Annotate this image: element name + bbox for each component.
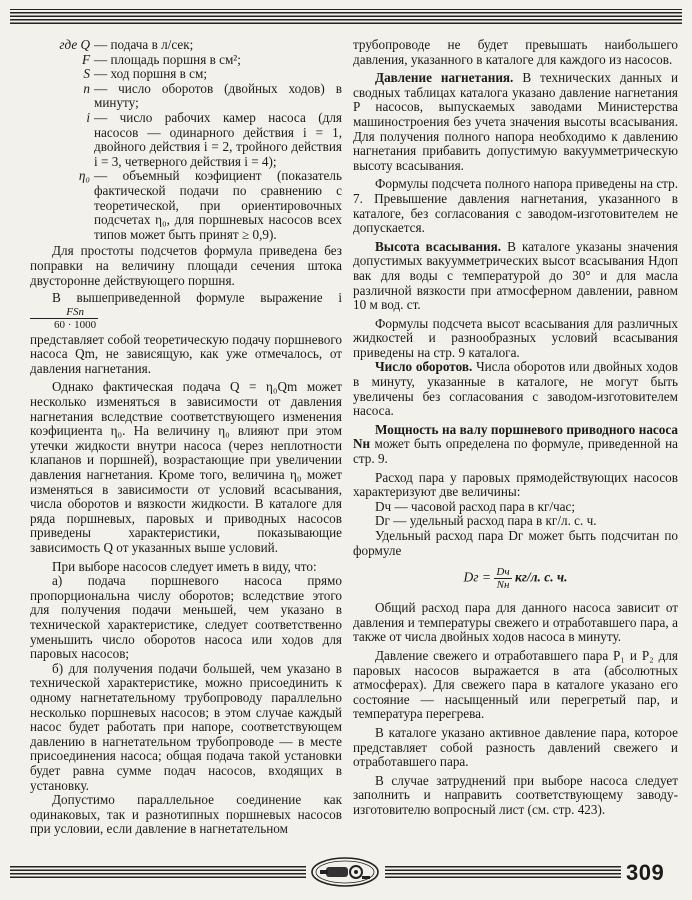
variable-definitions bbox=[30, 38, 342, 242]
paragraph: В случае затруднений при выборе насоса следует заполнить и направить соответствующему заводу-изготовителю вопросный лист (см. стр. 423). bbox=[353, 772, 678, 817]
paragraph: При выборе насосов следует иметь в виду, что: bbox=[52, 558, 317, 574]
paragraph: Число оборотов. Числа оборотов или двойных ходов в минуту, указанные в каталоге, не могут быть увеличены без согласования с заводом-изготовителем насоса. bbox=[353, 359, 678, 419]
right-column bbox=[353, 38, 678, 818]
pump-emblem-icon bbox=[310, 856, 380, 888]
definition-item: i — число рабочих камер насоса (для насосов — одинарного действия i = 1, двойного действия i = 2, тройного действия i = 3, четверного действия i = 4); bbox=[86, 109, 342, 169]
paragraph: Формулы подсчета высот всасывания для различных жидкостей и разнообразных условий всасывания приведены на стр. 9 каталога. bbox=[353, 315, 678, 360]
paragraph: Формулы подсчета полного напора приведены на стр. 7. Превышение давления нагнетания, указанного в каталоге, без согласования с заводом-изготовителем не допускается. bbox=[353, 176, 678, 236]
definition-item: F — площадь поршня в см²; bbox=[81, 51, 241, 67]
left-column bbox=[30, 38, 342, 837]
footer-rule-right bbox=[385, 864, 621, 878]
paragraph: Общий расход пара для данного насоса зависит от давления и температуры свежего и отработавшего пара, а также от числа двойных ходов насоса в минуту. bbox=[353, 600, 678, 645]
paragraph: Давление свежего и отработавшего пара P₁ и P₂ для паровых насосов выражается в ата (абсолютных атмосферах). Для свежего пара в каталоге указано его состояние — насыщенный или перегретый пар, и температура перегрева. bbox=[353, 647, 678, 722]
paragraph: Для простоты подсчетов формула приведена без поправки на величину площади сечения штока двусторонне действующего поршня. bbox=[30, 243, 342, 288]
paragraph: Однако фактическая подача Q = η₀Qm может несколько изменяться в зависимости от давления нагнетания вследствие соответствующего изменения коэфициента η₀. На величину η₀ влияют при этом утечки жидкости внутри насоса (через неплотности клапанов и поршней), возрастающие при увеличении давления нагнетания. Кроме того, величина η₀ может изменяться в зависимости от условий всасывания, числа оборотов и вязкости жидкости. В каталоге для ряда поршневых, паровых и приводных насосов приведены характеристики, показывающие зависимость Q от указанных выше условий. bbox=[30, 379, 342, 555]
definition-item: n — число оборотов (двойных ходов) в минуту; bbox=[83, 80, 342, 111]
steam-consumption-formula: Dг = $\frac{Dч}{Nн}$ кг/л. с. ч. bbox=[463, 566, 568, 592]
paragraph: Высота всасывания. В каталоге указаны значения допустимых вакуумметрических высот всасывания Hдоп вак для воды с температурой до 30° и для масла различной вязкости при атмосферном давлении, равном 10 м вод. ст. bbox=[353, 238, 678, 313]
formula-fraction: $\frac{Dч}{Nн}$ bbox=[496, 566, 510, 592]
section-heading: Давление нагнетания. bbox=[375, 70, 514, 86]
page-number: 309 bbox=[626, 860, 665, 885]
definition-item: η₀ — объемный коэфициент (показатель фактической подачи по сравнению с теоретической, при ориентировочных подсчетах η₀, для поршневых насосов всех типов может быть принят ≥ 0,9). bbox=[78, 168, 342, 242]
definition-item: S — ход поршня в см; bbox=[83, 66, 208, 82]
inline-fraction: $\frac{\text{FSn}}{60 \cdot 1000}$ bbox=[30, 306, 98, 331]
header-rule bbox=[10, 9, 682, 24]
paragraph: Допустимо параллельное соединение как одинаковых, так и разнотипных поршневых насосов при условии, если давление в нагнетательном bbox=[30, 792, 342, 837]
paragraph: Давление нагнетания. В технических данных и сводных таблицах каталога указано давление нагнетания P насосов, выпускаемых заводами Министерства машиностроения без учета значения высоты всасывания. Для получения полного напора необходимо к давлению нагнетания прибавить допустимую вакуумметрическую высоту всасывания. bbox=[353, 70, 678, 173]
footer-rule-left bbox=[10, 864, 306, 878]
paragraph: представляет собой теоретическую подачу поршневого насоса Qm, не зависящую, как уже отмечалось, от давления нагнетания. bbox=[30, 331, 342, 376]
paragraph: Мощность на валу поршневого приводного насоса Nн может быть определена по формуле, приведенной на стр. 9. bbox=[353, 421, 678, 467]
paragraph: трубопроводе не будет превышать наибольшего давления, указанного в каталоге для каждого из насосов. bbox=[353, 37, 678, 67]
paragraph: Расход пара у паровых прямодействующих насосов характеризуют две величины: bbox=[353, 469, 678, 500]
section-heading: Высота всасывания. bbox=[375, 238, 502, 254]
paragraph: Удельный расход пара Dг может быть подсчитан по формуле bbox=[353, 528, 678, 558]
section-heading: Число оборотов. bbox=[375, 359, 473, 375]
definition-line: Dг — удельный расход пара в кг/л. с. ч. bbox=[375, 513, 597, 529]
section-heading: Мощность на валу поршневого приводного насоса Nн bbox=[353, 421, 678, 452]
paragraph: В каталоге указано активное давление пара, которое представляет собой разность давлений свежего и отработавшего пара. bbox=[353, 724, 678, 770]
definition-line: Dч — часовой расход пара в кг/час; bbox=[375, 498, 576, 514]
paragraph-with-formula: В вышеприведенной формуле выражение i $\frac{\text{FSn}}{60 \cdot 1000}$ bbox=[30, 291, 342, 331]
definition-item: где Q — подача в л/сек; bbox=[59, 37, 194, 52]
list-item: а) подача поршневого насоса прямо пропорциональна числу оборотов; вследствие этого для получения подачи меньшей, чем указано в технической характеристике, следует соответственно уменьшить число оборотов насоса или ходов для паровых насосов; bbox=[30, 573, 342, 662]
list-item: б) для получения подачи большей, чем указано в технической характеристике, можно присоединить к одному нагнетательному трубопроводу параллельно несколько поршневых насосов; в этом случае каждый насос будет работать при напоре, соответствующем давлению в нагнетательном трубопроводе — в месте присоединения насоса; общая подача такой установки будет равна сумме подач насосов, входящих в установку. bbox=[30, 660, 342, 793]
